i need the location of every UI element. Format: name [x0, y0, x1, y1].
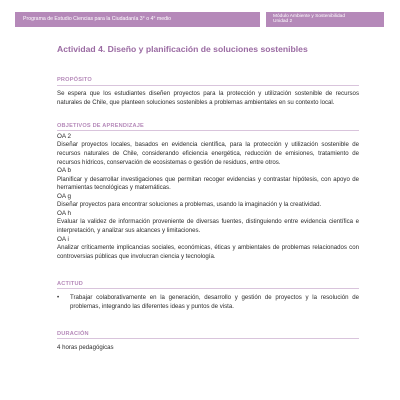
module-banner: [266, 12, 384, 27]
document-body: [57, 44, 359, 353]
actitud-heading: ACTITUD: [57, 281, 359, 290]
actitud-text: Trabajar colaborativamente en la generación, desarrollo y gestión de proyectos y la resolución de problemas, integrando las diferentes ideas y puntos de vista.: [70, 293, 359, 310]
page-header: [0, 0, 400, 38]
oa-code: OA i: [57, 236, 69, 243]
oa-text: Planificar y desarrollar investigaciones que permitan recoger evidencias y contrastar hipótesis, con apoyo de herramientas tecnológicas y matemáticas.: [57, 175, 359, 192]
actitud-item: [57, 294, 359, 312]
activity-title: Actividad 4. Diseño y planificación de soluciones sostenibles: [57, 44, 308, 54]
oa-code: OA h: [57, 210, 72, 218]
duracion-section: [57, 331, 359, 353]
duracion-heading: DURACIÓN: [57, 331, 359, 340]
oa-text: Analizar críticamente implicancias sociales, económicas, éticas y ambientales de problemas relacionados con controversias públicas que involucran ciencia y tecnología.: [57, 244, 359, 260]
objetivos-section: [57, 123, 359, 262]
program-title-banner: Programa de Estudio Ciencias para la Ciudadanía 3° o 4° medio: [15, 12, 260, 27]
oa-item: [57, 167, 359, 193]
oa-text: Diseñar proyectos para encontrar soluciones a problemas, usando la imaginación y la creatividad.: [57, 201, 322, 209]
duracion-text: 4 horas pedagógicas: [57, 343, 114, 351]
oa-code: OA 2: [57, 132, 72, 140]
oa-text: Diseñar proyectos locales, basados en evidencia científica, para la protección y utilización sostenible de recursos naturales de Chile, considerando eficiencia energética, reducción de emisiones, tratamiento de recursos hídricos, conservación de ecosistemas o gestión de residuos, entre otros.: [57, 141, 359, 166]
bullet-icon: •: [57, 293, 60, 301]
oa-item: [57, 133, 359, 168]
proposito-section: [57, 77, 359, 108]
oa-text: Evaluar la validez de información proveniente de diversas fuentes, distinguiendo entre evidencia científica e interpretación, y analizar sus alcances y limitaciones.: [57, 218, 359, 235]
oa-item: [57, 193, 359, 210]
actitud-section: [57, 281, 359, 312]
proposito-heading: PROPÓSITO: [57, 77, 359, 86]
oa-code: OA b: [57, 167, 72, 175]
module-name: Módulo Ambiente y Sostenibilidad: [273, 14, 345, 19]
oa-item: [57, 210, 359, 236]
proposito-text: Se espera que los estudiantes diseñen proyectos para la protección y utilización sostenible de recursos naturales de Chile, que planteen soluciones sostenibles a problemas ambientales en su contexto local.: [57, 90, 359, 106]
oa-code: OA g: [57, 193, 72, 201]
objetivos-heading: OBJETIVOS DE APRENDIZAJE: [57, 123, 359, 132]
unit-name: Unidad 2: [273, 19, 293, 25]
oa-item: [57, 236, 359, 262]
